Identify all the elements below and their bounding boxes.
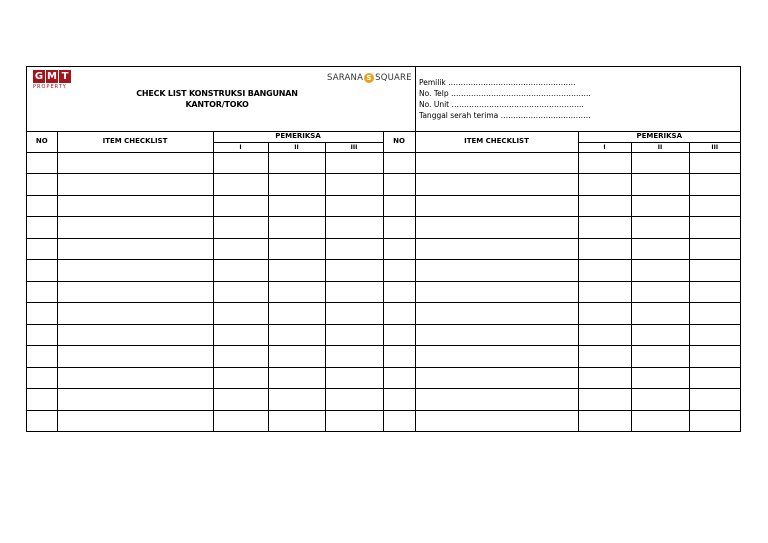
check-i-cell [578, 303, 631, 325]
no-cell [27, 389, 57, 411]
item-cell [415, 410, 578, 432]
phone-line: No. Telp ……………………………………………….. [419, 89, 591, 98]
handover-date-line: Tanggal serah terima ……………………………… [419, 111, 591, 120]
check-iii-cell [689, 281, 740, 303]
logo-letter: T [59, 70, 71, 83]
check-ii-cell [631, 410, 689, 432]
header [27, 67, 740, 132]
item-cell [415, 260, 578, 282]
no-cell [383, 217, 415, 239]
check-iii-cell [689, 174, 740, 196]
check-i-cell [578, 346, 631, 368]
inspector-3-header: III [689, 142, 740, 152]
check-ii-cell [268, 324, 325, 346]
item-cell [415, 152, 578, 174]
gmt-logo [33, 70, 73, 90]
no-cell [383, 281, 415, 303]
document-title [127, 88, 307, 110]
table-row [27, 367, 740, 389]
no-cell [27, 324, 57, 346]
item-checklist-header: ITEM CHECKLIST [57, 131, 213, 152]
check-ii-cell [268, 410, 325, 432]
item-cell [415, 346, 578, 368]
check-i-cell [213, 367, 268, 389]
check-i-cell [578, 260, 631, 282]
table-row [27, 238, 740, 260]
inspector-2-header: II [268, 142, 325, 152]
logo-subtitle: PROPERTY [33, 84, 67, 90]
check-iii-cell [325, 195, 383, 217]
no-cell [383, 346, 415, 368]
no-cell [383, 367, 415, 389]
inspector-1-header: I [213, 142, 268, 152]
item-cell [57, 260, 213, 282]
check-ii-cell [631, 217, 689, 239]
no-cell [27, 346, 57, 368]
item-cell [415, 303, 578, 325]
check-iii-cell [689, 389, 740, 411]
check-iii-cell [689, 324, 740, 346]
no-cell [27, 303, 57, 325]
check-iii-cell [325, 346, 383, 368]
item-cell [415, 174, 578, 196]
check-ii-cell [631, 324, 689, 346]
check-i-cell [578, 217, 631, 239]
check-ii-cell [268, 260, 325, 282]
logo-letter: M [47, 71, 57, 82]
no-cell [383, 174, 415, 196]
check-ii-cell [631, 303, 689, 325]
table-row [27, 260, 740, 282]
sarana-square-logo [327, 73, 412, 83]
check-ii-cell [268, 303, 325, 325]
check-iii-cell [689, 346, 740, 368]
check-i-cell [578, 238, 631, 260]
check-ii-cell [268, 281, 325, 303]
item-cell [57, 281, 213, 303]
item-cell [57, 195, 213, 217]
table-row [27, 389, 740, 411]
check-iii-cell [325, 367, 383, 389]
check-i-cell [213, 346, 268, 368]
table-row [27, 195, 740, 217]
no-cell [383, 152, 415, 174]
check-ii-cell [268, 346, 325, 368]
no-cell [27, 367, 57, 389]
check-ii-cell [631, 238, 689, 260]
check-i-cell [213, 217, 268, 239]
check-ii-cell [268, 217, 325, 239]
inspector-1-header: I [578, 142, 631, 152]
item-cell [57, 238, 213, 260]
pemeriksa-header: PEMERIKSA [213, 131, 383, 142]
inspector-2-header: II [631, 142, 689, 152]
check-iii-cell [325, 217, 383, 239]
item-cell [57, 410, 213, 432]
sarana-square-icon: S [364, 73, 374, 83]
item-cell [415, 238, 578, 260]
check-i-cell [213, 324, 268, 346]
item-cell [57, 324, 213, 346]
checklist-body [27, 152, 740, 432]
check-ii-cell [268, 152, 325, 174]
item-cell [57, 303, 213, 325]
item-cell [415, 389, 578, 411]
no-cell [383, 324, 415, 346]
check-iii-cell [325, 389, 383, 411]
check-i-cell [213, 238, 268, 260]
check-i-cell [213, 389, 268, 411]
check-iii-cell [325, 281, 383, 303]
table-row [27, 174, 740, 196]
check-iii-cell [325, 260, 383, 282]
pemeriksa-header: PEMERIKSA [578, 131, 740, 142]
no-cell [27, 410, 57, 432]
check-i-cell [213, 152, 268, 174]
item-cell [415, 217, 578, 239]
item-cell [57, 217, 213, 239]
no-cell [27, 195, 57, 217]
no-cell [383, 195, 415, 217]
check-iii-cell [325, 324, 383, 346]
check-i-cell [578, 389, 631, 411]
item-checklist-header: ITEM CHECKLIST [415, 131, 578, 152]
check-ii-cell [631, 152, 689, 174]
check-ii-cell [268, 195, 325, 217]
no-header: NO [27, 131, 57, 152]
no-cell [383, 260, 415, 282]
check-ii-cell [631, 260, 689, 282]
table-row [27, 346, 740, 368]
no-cell [27, 152, 57, 174]
check-iii-cell [689, 238, 740, 260]
check-i-cell [213, 303, 268, 325]
check-i-cell [213, 410, 268, 432]
check-i-cell [213, 195, 268, 217]
no-cell [27, 217, 57, 239]
table-row [27, 152, 740, 174]
check-i-cell [578, 324, 631, 346]
item-cell [57, 389, 213, 411]
check-iii-cell [689, 410, 740, 432]
check-ii-cell [631, 281, 689, 303]
check-ii-cell [631, 174, 689, 196]
item-cell [57, 174, 213, 196]
table-row [27, 410, 740, 432]
check-iii-cell [325, 152, 383, 174]
brand-right: SQUARE [375, 73, 412, 83]
check-i-cell [578, 367, 631, 389]
check-iii-cell [325, 238, 383, 260]
check-i-cell [578, 152, 631, 174]
check-ii-cell [631, 346, 689, 368]
item-cell [415, 324, 578, 346]
item-cell [57, 346, 213, 368]
checklist-sheet [26, 66, 741, 432]
check-iii-cell [325, 410, 383, 432]
check-ii-cell [268, 174, 325, 196]
unit-line: No. Unit …………………………………………….. [419, 100, 584, 109]
header-left [27, 67, 416, 131]
check-iii-cell [325, 303, 383, 325]
check-ii-cell [631, 389, 689, 411]
no-cell [383, 410, 415, 432]
item-cell [415, 281, 578, 303]
table-row [27, 281, 740, 303]
no-cell [27, 281, 57, 303]
check-iii-cell [689, 260, 740, 282]
check-iii-cell [689, 367, 740, 389]
check-iii-cell [325, 174, 383, 196]
table-row [27, 303, 740, 325]
no-cell [383, 389, 415, 411]
item-cell [57, 367, 213, 389]
check-i-cell [578, 281, 631, 303]
title-line-2: KANTOR/TOKO [185, 100, 249, 109]
no-header: NO [383, 131, 415, 152]
logo-letter: G [34, 71, 44, 82]
check-ii-cell [631, 195, 689, 217]
title-line-1: CHECK LIST KONSTRUKSI BANGUNAN [136, 89, 298, 98]
item-cell [415, 367, 578, 389]
check-i-cell [578, 410, 631, 432]
no-cell [27, 260, 57, 282]
table-row [27, 324, 740, 346]
no-cell [383, 238, 415, 260]
check-i-cell [578, 174, 631, 196]
brand-left: SARANA [327, 73, 364, 83]
no-cell [27, 238, 57, 260]
check-ii-cell [268, 389, 325, 411]
check-ii-cell [268, 367, 325, 389]
table-row [27, 217, 740, 239]
check-iii-cell [689, 152, 740, 174]
item-cell [57, 152, 213, 174]
check-iii-cell [689, 217, 740, 239]
check-iii-cell [689, 195, 740, 217]
item-cell [415, 195, 578, 217]
check-i-cell [213, 281, 268, 303]
owner-info [419, 77, 591, 121]
check-iii-cell [689, 303, 740, 325]
checklist-table [27, 131, 740, 432]
check-i-cell [578, 195, 631, 217]
check-i-cell [213, 260, 268, 282]
inspector-3-header: III [325, 142, 383, 152]
check-i-cell [213, 174, 268, 196]
no-cell [27, 174, 57, 196]
owner-line: Pemilik …………………………………………… [419, 78, 576, 87]
check-ii-cell [268, 238, 325, 260]
no-cell [383, 303, 415, 325]
check-ii-cell [631, 367, 689, 389]
